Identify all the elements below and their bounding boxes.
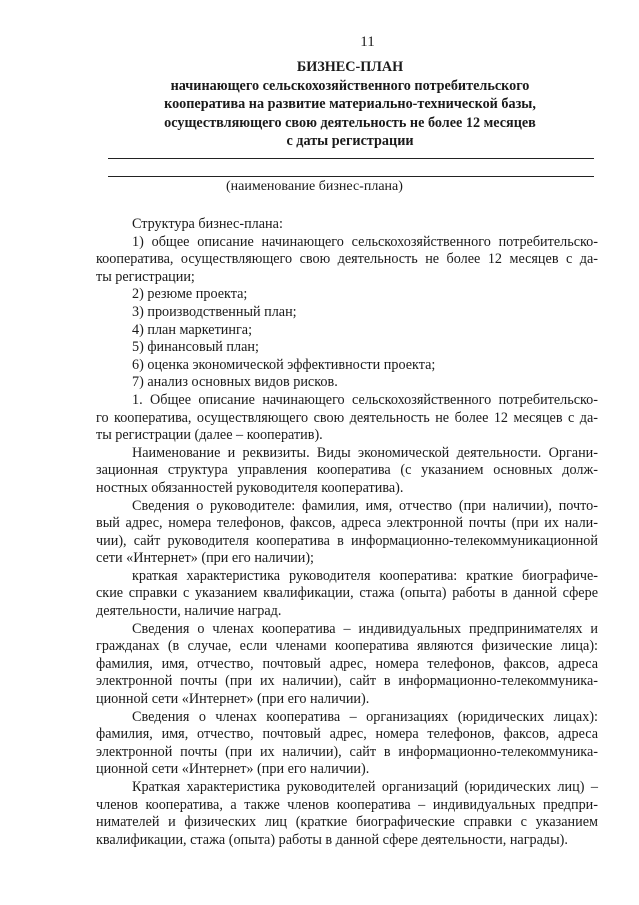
structure-item: 3) производственный план; (132, 303, 297, 320)
section-line: Сведения о руководителе: фамилия, имя, отчество (при наличии), почто- (132, 497, 598, 514)
structure-item: кооператива, осуществляющего свою деятельность не более 12 месяцев с да- (96, 251, 598, 268)
title-line-5: с даты регистрации (286, 133, 414, 149)
section-line: вый адрес, номера телефонов, факсов, адреса электронной почты (при их нали- (96, 515, 598, 532)
name-underline-lower (108, 176, 594, 177)
page-number: 11 (360, 34, 375, 50)
section-line: ционной сети «Интернет» (при его наличии). (96, 691, 370, 708)
section-line: деятельности, наличие наград. (96, 603, 282, 620)
section-line: гражданах (в случае, если членами кооператива являются физические лица): (96, 638, 598, 655)
section-line: фамилия, имя, отчество, почтовый адрес, номера телефонов, факсов, адреса (96, 726, 598, 743)
section-line: го кооператива, осуществляющего свою деятельность не более 12 месяцев с да- (96, 409, 598, 426)
structure-item: 1) общее описание начинающего сельскохозяйственного потребительско- (132, 233, 598, 250)
section-line: членов кооператива, а также членов кооператива – индивидуальных предпри- (96, 796, 598, 813)
section-line: сети «Интернет» (при его наличии); (96, 550, 314, 567)
section-line: Сведения о членах кооператива – организациях (юридических лицах): (132, 708, 598, 725)
section-line: ты регистрации (далее – кооператив). (96, 427, 323, 444)
structure-heading: Структура бизнес-плана: (132, 216, 283, 232)
section-line: Краткая характеристика руководителей организаций (юридических лиц) – (132, 779, 598, 795)
title-line-2: начинающего сельскохозяйственного потребительского (170, 77, 530, 94)
structure-item: 4) план маркетинга; (132, 321, 253, 338)
section-line: ционной сети «Интернет» (при его наличии). (96, 761, 370, 778)
section-line: нимателей и физических лиц (краткие биографические справки с указанием (96, 814, 598, 831)
section-line: Сведения о членах кооператива – индивидуальных предпринимателях и (132, 620, 598, 637)
section-line: фамилия, имя, отчество, почтовый адрес, номера телефонов, факсов, адреса (96, 655, 598, 672)
structure-item: 7) анализ основных видов рисков. (132, 374, 338, 391)
structure-item: ты регистрации; (96, 268, 195, 285)
structure-item: 2) резюме проекта; (132, 286, 248, 303)
title-line-4: осуществляющего свою деятельность не более 12 месяцев (164, 114, 536, 131)
section-line: квалификации, стажа (опыта) работы в данной сфере деятельности, награды). (96, 831, 568, 848)
title-line-3: кооператива на развитие материально-технической базы, (164, 96, 536, 112)
section-line: электронной почты (при их наличии), сайт в информационно-телекоммуника- (96, 743, 598, 760)
section-line: зационная структура управления кооператива (с указанием основных долж- (96, 462, 598, 479)
section-line: электронной почты (при их наличии), сайт в информационно-телекоммуника- (96, 673, 598, 690)
name-caption: (наименование бизнес-плана) (226, 179, 403, 194)
document-title (110, 58, 590, 151)
section-line: ские справки с указанием квалификации, стажа (опыта) работы в данной сфере (96, 585, 598, 602)
structure-item: 5) финансовый план; (132, 339, 259, 356)
section-line: чии), сайт руководителя кооператива в информационно-телекоммуникационной (96, 532, 598, 549)
name-underline-upper (108, 158, 594, 159)
document-body (96, 216, 598, 849)
section-line: Наименование и реквизиты. Виды экономической деятельности. Органи- (132, 444, 598, 461)
section-line: краткая характеристика руководителя кооператива: краткие биографиче- (132, 567, 598, 584)
section-line: ностных обязанностей руководителя кооператива). (96, 479, 404, 496)
title-line-1: БИЗНЕС-ПЛАН (296, 59, 404, 75)
structure-item: 6) оценка экономической эффективности проекта; (132, 356, 436, 373)
section-line: 1. Общее описание начинающего сельскохозяйственного потребительско- (132, 391, 598, 408)
